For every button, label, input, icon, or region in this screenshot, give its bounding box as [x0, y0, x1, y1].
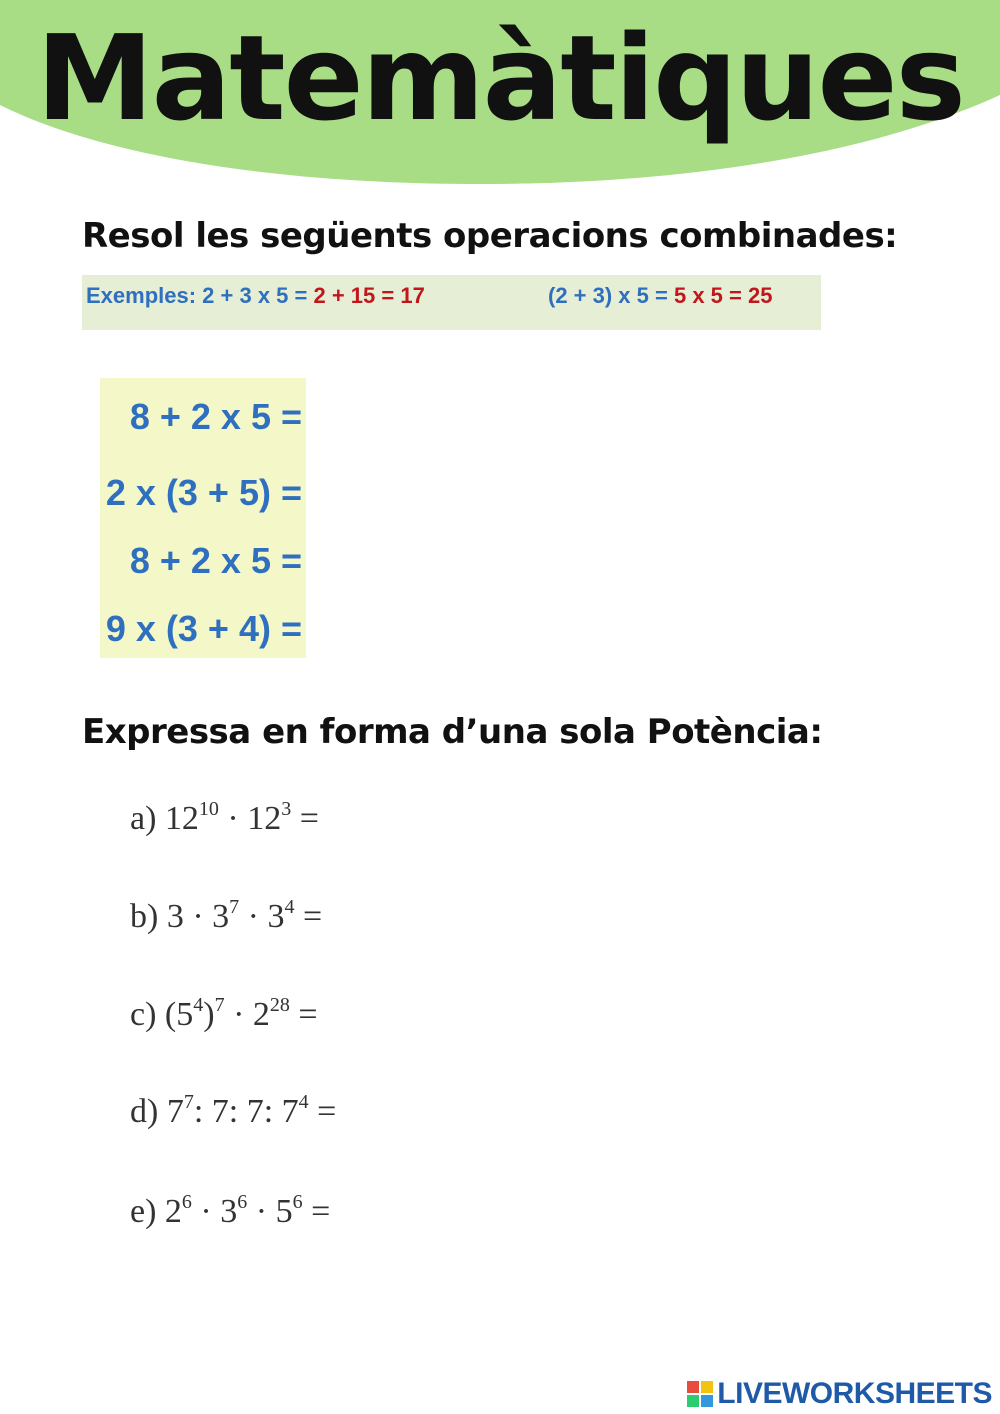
text: : 7: 7: 7: [193, 1093, 299, 1130]
exponent: 7: [183, 1091, 194, 1113]
text: e) 2: [130, 1193, 182, 1230]
page-title: Matemàtiques: [36, 9, 964, 147]
text: ): [203, 996, 215, 1033]
text: =: [291, 800, 319, 837]
power-exercise-b: [130, 896, 322, 936]
power-exercise-e: [130, 1191, 330, 1231]
operations-box: [100, 378, 306, 658]
text: =: [294, 898, 323, 935]
text: =: [308, 1093, 337, 1130]
power-exercise-a: [130, 798, 319, 838]
text: =: [289, 996, 318, 1033]
exponent: 4: [193, 994, 204, 1016]
exponent: 3: [281, 798, 292, 820]
example-2-result: 5 x 5 = 25: [673, 283, 773, 308]
section-heading-operations: Resol les següents operacions combinades:: [82, 216, 898, 256]
power-exercise-c: [130, 994, 318, 1034]
examples-box: [82, 275, 821, 330]
liveworksheets-logo: [687, 1378, 992, 1410]
text: b) 3 · 3: [130, 898, 230, 935]
exponent: 6: [181, 1191, 192, 1213]
exponent: 7: [214, 994, 225, 1016]
example-2: [548, 283, 772, 309]
text: · 12: [218, 800, 282, 837]
power-exercise-d: [130, 1091, 336, 1131]
exponent: 10: [198, 798, 219, 820]
operation-item: 9 x (3 + 4) =: [105, 608, 302, 649]
section-heading-powers: Expressa en forma d’una sola Potència:: [82, 712, 823, 752]
exponent: 4: [284, 896, 295, 918]
exponent: 6: [292, 1191, 303, 1213]
exponent: 6: [237, 1191, 248, 1213]
exponent: 4: [298, 1091, 309, 1113]
text: · 2: [224, 996, 270, 1033]
text: · 5: [247, 1193, 293, 1230]
text: · 3: [239, 898, 285, 935]
logo-text: LIVEWORKSHEETS: [717, 1377, 992, 1410]
text: a) 12: [130, 800, 199, 837]
text: · 3: [191, 1193, 238, 1230]
text: d) 7: [130, 1093, 184, 1130]
text: c) (5: [130, 996, 194, 1033]
example-1-prefix: Exemples: 2 + 3 x 5 =: [86, 283, 314, 308]
text: =: [302, 1193, 331, 1230]
exponent: 7: [229, 896, 240, 918]
operation-item: 8 + 2 x 5 =: [129, 540, 302, 581]
title-banner: [0, 0, 1000, 200]
exponent: 28: [269, 994, 290, 1016]
operation-item: 8 + 2 x 5 =: [129, 396, 302, 437]
example-1-result: 2 + 15 = 17: [313, 283, 425, 308]
operation-item: 2 x (3 + 5) =: [105, 472, 302, 513]
example-1: [86, 283, 425, 309]
logo-icon: [687, 1381, 713, 1407]
example-2-prefix: (2 + 3) x 5 =: [548, 283, 674, 308]
